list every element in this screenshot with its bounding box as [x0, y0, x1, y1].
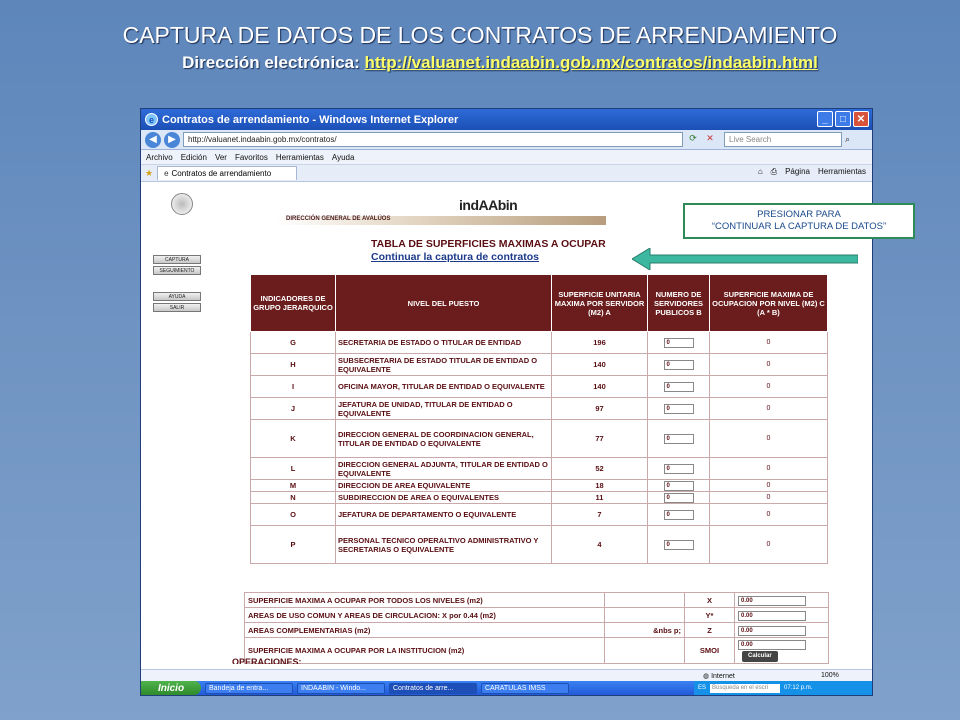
servers-input[interactable]: 0 [664, 464, 694, 474]
continue-capture-link[interactable]: Continuar la captura de contratos [371, 251, 540, 263]
tab-label: Contratos de arrendamiento [171, 169, 272, 178]
callout-box [683, 203, 915, 239]
subtitle-link[interactable]: http://valuanet.indaabin.gob.mx/contratos/indaabin.html [364, 53, 818, 72]
taskbar-item-bandeja[interactable]: Bandeja de entra... [205, 683, 293, 694]
table-row [251, 504, 828, 526]
summary-value[interactable]: 0.00 [738, 640, 806, 650]
stop-icon[interactable]: ✕ [706, 132, 714, 143]
menu-herramientas[interactable]: Herramientas [275, 152, 324, 162]
calculate-button[interactable]: Calcular [742, 651, 778, 662]
servers-input[interactable]: 0 [664, 481, 694, 491]
subtitle-prefix: Dirección electrónica: [182, 53, 365, 72]
slide-title: CAPTURA DE DATOS DE LOS CONTRATOS DE ARRENDAMIENTO [122, 22, 838, 48]
row-total: 0 [710, 354, 828, 376]
back-icon[interactable]: ◀ [145, 132, 161, 148]
taskbar [141, 681, 872, 695]
header-unit-area: SUPERFICIE UNITARIA MAXIMA POR SERVIDOR (M2) A [552, 275, 648, 332]
row-total: 0 [710, 376, 828, 398]
row-code: P [251, 526, 336, 564]
summary-value[interactable]: 0.00 [738, 596, 806, 606]
row-code: M [251, 480, 336, 492]
surfaces-table [250, 274, 828, 564]
table-row [251, 398, 828, 420]
page-menu[interactable]: Página [785, 167, 810, 176]
summary-mid: &nbs p; [605, 623, 685, 638]
row-area: 11 [552, 492, 648, 504]
callout-line1: PRESIONAR PARA [757, 209, 841, 220]
status-zone-label: Internet [711, 672, 735, 680]
address-input[interactable]: http://valuanet.indaabin.gob.mx/contratos/ [183, 132, 683, 147]
table-row [251, 526, 828, 564]
side-button-salir[interactable]: SALIR [153, 303, 201, 312]
search-icon[interactable]: ⌕ [845, 134, 851, 144]
row-code: H [251, 354, 336, 376]
refresh-icon[interactable]: ⟳ [689, 132, 697, 143]
callout-line2: “CONTINUAR LA CAPTURA DE DATOS” [711, 221, 887, 232]
row-total: 0 [710, 480, 828, 492]
home-icon[interactable]: ⌂ [757, 167, 763, 176]
header-servers: NUMERO DE SERVIDORES PUBLICOS B [648, 275, 710, 332]
header-max-area: SUPERFICIE MAXIMA DE OCUPACION POR NIVEL (M2) C (A * B) [710, 275, 828, 332]
zoom-level[interactable]: 100% [821, 672, 839, 679]
row-code: I [251, 376, 336, 398]
system-tray [694, 681, 872, 695]
globe-icon: ◍ [703, 672, 710, 680]
table-row [251, 492, 828, 504]
tab-contratos[interactable] [157, 166, 297, 180]
menu-archivo[interactable]: Archivo [146, 152, 173, 162]
header-level: NIVEL DEL PUESTO [336, 275, 552, 332]
taskbar-item-indaabin[interactable]: INDAABIN - Windo... [297, 683, 385, 694]
start-button[interactable]: Inicio [141, 681, 201, 695]
table-title: TABLA DE SUPERFICIES MAXIMAS A OCUPAR [371, 238, 606, 250]
summary-mid [605, 593, 685, 608]
summary-mid [605, 608, 685, 623]
table-row [251, 376, 828, 398]
row-level: DIRECCION GENERAL DE COORDINACION GENERAL, TITULAR DE ENTIDAD O EQUIVALENTE [336, 420, 552, 458]
summary-row [245, 608, 829, 623]
row-area: 140 [552, 376, 648, 398]
summary-value: 0.00 [738, 611, 806, 621]
table-row [251, 420, 828, 458]
window-titlebar[interactable] [141, 109, 872, 130]
table-row [251, 354, 828, 376]
forward-icon[interactable]: ▶ [164, 132, 180, 148]
summary-label: AREAS COMPLEMENTARIAS (m2) [245, 623, 605, 638]
summary-mid [605, 638, 685, 664]
servers-input[interactable]: 0 [664, 360, 694, 370]
row-total: 0 [710, 458, 828, 480]
menu-favoritos[interactable]: Favoritos [234, 152, 268, 162]
row-area: 97 [552, 398, 648, 420]
row-level: OFICINA MAYOR, TITULAR DE ENTIDAD O EQUIVALENTE [336, 376, 552, 398]
servers-input[interactable]: 0 [664, 540, 694, 550]
summary-key: SMOI [685, 638, 735, 664]
operations-heading: OPERACIONES: [232, 657, 302, 664]
side-button-seguimiento[interactable]: SEGUIMIENTO [153, 266, 201, 275]
maximize-icon[interactable]: □ [835, 111, 851, 127]
favorites-star-icon[interactable]: ★ [145, 167, 154, 178]
row-total: 0 [710, 504, 828, 526]
tab-bar [141, 165, 872, 182]
summary-row [245, 623, 829, 638]
summary-table [244, 592, 829, 664]
table-body [251, 332, 828, 564]
address-toolbar [141, 130, 872, 150]
table-row [251, 480, 828, 492]
browser-window [140, 108, 873, 696]
slide-subtitle [0, 53, 960, 73]
clock: 07:12 p.m. [784, 685, 813, 691]
summary-row [245, 593, 829, 608]
row-area: 18 [552, 480, 648, 492]
summary-label: AREAS DE USO COMUN Y AREAS DE CIRCULACION: X por 0.44 (m2) [245, 608, 605, 623]
servers-input[interactable]: 0 [664, 338, 694, 348]
row-total: 0 [710, 398, 828, 420]
row-level: JEFATURA DE UNIDAD, TITULAR DE ENTIDAD O EQUIVALENTE [336, 398, 552, 420]
row-level: JEFATURA DE DEPARTAMENTO O EQUIVALENTE [336, 504, 552, 526]
row-area: 52 [552, 458, 648, 480]
tools-menu[interactable]: Herramientas [817, 167, 866, 176]
row-code: J [251, 398, 336, 420]
row-total: 0 [710, 332, 828, 354]
search-input[interactable]: Live Search [724, 132, 842, 147]
row-code: L [251, 458, 336, 480]
status-bar [141, 669, 872, 681]
pointer-arrow-icon [632, 248, 858, 270]
row-total: 0 [710, 492, 828, 504]
row-area: 140 [552, 354, 648, 376]
language-indicator[interactable]: ES [698, 685, 707, 691]
side-button-ayuda[interactable]: AYUDA [153, 292, 201, 301]
menu-ayuda[interactable]: Ayuda [331, 152, 355, 162]
close-icon[interactable]: ✕ [853, 111, 869, 127]
row-total: 0 [710, 526, 828, 564]
summary-key: Y* [685, 608, 735, 623]
row-area: 7 [552, 504, 648, 526]
row-code: G [251, 332, 336, 354]
minimize-icon[interactable]: _ [817, 111, 833, 127]
status-zone [703, 672, 735, 680]
row-code: O [251, 504, 336, 526]
summary-label: SUPERFICIE MAXIMA A OCUPAR POR LA INSTITUCION (m2) [245, 638, 605, 664]
servers-input[interactable]: 0 [664, 382, 694, 392]
row-level: DIRECCION GENERAL ADJUNTA, TITULAR DE ENTIDAD O EQUIVALENTE [336, 458, 552, 480]
table-row [251, 332, 828, 354]
taskbar-item-contratos[interactable]: Contratos de arre... [389, 683, 477, 694]
summary-row [245, 638, 829, 664]
summary-value[interactable]: 0.00 [738, 626, 806, 636]
servers-input[interactable]: 0 [664, 434, 694, 444]
row-area: 196 [552, 332, 648, 354]
row-level: SECRETARIA DE ESTADO O TITULAR DE ENTIDAD [336, 332, 552, 354]
row-code: N [251, 492, 336, 504]
window-title: Contratos de arrendamiento - Windows Internet Explorer [162, 113, 459, 126]
menu-bar [141, 150, 872, 165]
row-total: 0 [710, 420, 828, 458]
servers-input[interactable]: 0 [664, 510, 694, 520]
row-level: SUBDIRECCION DE AREA O EQUIVALENTES [336, 492, 552, 504]
department-title: DIRECCIÓN GENERAL DE AVALÚOS [286, 216, 391, 222]
row-area: 4 [552, 526, 648, 564]
servers-input[interactable]: 0 [664, 493, 694, 503]
menu-edicion[interactable]: Edición [180, 152, 207, 162]
page-icon: e [164, 169, 169, 178]
summary-label: SUPERFICIE MAXIMA A OCUPAR POR TODOS LOS NIVELES (m2) [245, 593, 605, 608]
indaabin-logo: indAAbin [459, 197, 518, 213]
row-level: DIRECCION DE AREA EQUIVALENTE [336, 480, 552, 492]
ie-icon: e [145, 113, 158, 126]
summary-key: X [685, 593, 735, 608]
side-button-captura[interactable]: CAPTURA [153, 255, 201, 264]
menu-ver[interactable]: Ver [214, 152, 227, 162]
row-level: SUBSECRETARIA DE ESTADO TITULAR DE ENTIDAD O EQUIVALENTE [336, 354, 552, 376]
row-area: 77 [552, 420, 648, 458]
print-icon[interactable]: ⎙ [770, 167, 778, 176]
servers-input[interactable]: 0 [664, 404, 694, 414]
summary-key: Z [685, 623, 735, 638]
header-indicators: INDICADORES DE GRUPO JERARQUICO [251, 275, 336, 332]
row-code: K [251, 420, 336, 458]
government-seal-icon [171, 193, 193, 215]
tray-search-input[interactable]: Búsqueda en el escri [710, 684, 780, 693]
table-row [251, 458, 828, 480]
row-level: PERSONAL TECNICO OPERALTIVO ADMINISTRATIVO Y SECRETARIAS O EQUIVALENTE [336, 526, 552, 564]
taskbar-item-caratulas[interactable]: CARATULAS IMSS [481, 683, 569, 694]
